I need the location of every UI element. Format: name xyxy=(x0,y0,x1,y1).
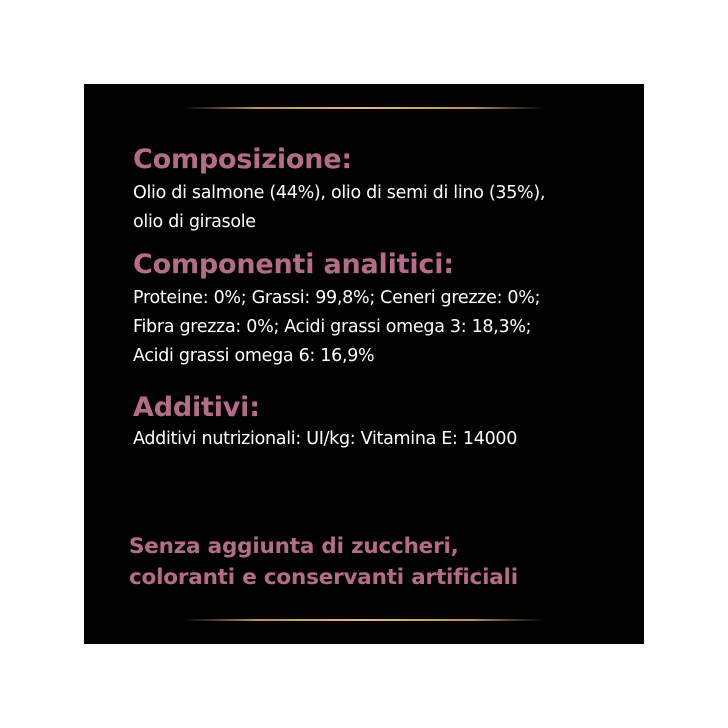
tagline-line-2: coloranti e conservanti artificiali xyxy=(129,565,518,590)
composition-line-1: Olio di salmone (44%), olio di semi di lino (35%), xyxy=(133,183,546,203)
label-panel xyxy=(84,84,644,644)
tagline-line-1: Senza aggiunta di zuccheri, xyxy=(129,534,459,559)
additives-line-1: Additivi nutrizionali: UI/kg: Vitamina E: 14000 xyxy=(133,429,518,449)
analytical-line-1: Proteine: 0%; Grassi: 99,8%; Ceneri grezze: 0%; xyxy=(133,288,541,308)
analytical-line-2: Fibra grezza: 0%; Acidi grassi omega 3: 18,3%; xyxy=(133,317,532,337)
composition-line-2: olio di girasole xyxy=(133,212,256,232)
composition-heading: Composizione: xyxy=(133,144,352,175)
additives-heading: Additivi: xyxy=(133,392,260,423)
analytical-line-3: Acidi grassi omega 6: 16,9% xyxy=(133,346,375,366)
top-gold-divider xyxy=(182,107,546,109)
bottom-gold-divider xyxy=(182,619,546,621)
analytical-components-heading: Componenti analitici: xyxy=(133,249,454,280)
